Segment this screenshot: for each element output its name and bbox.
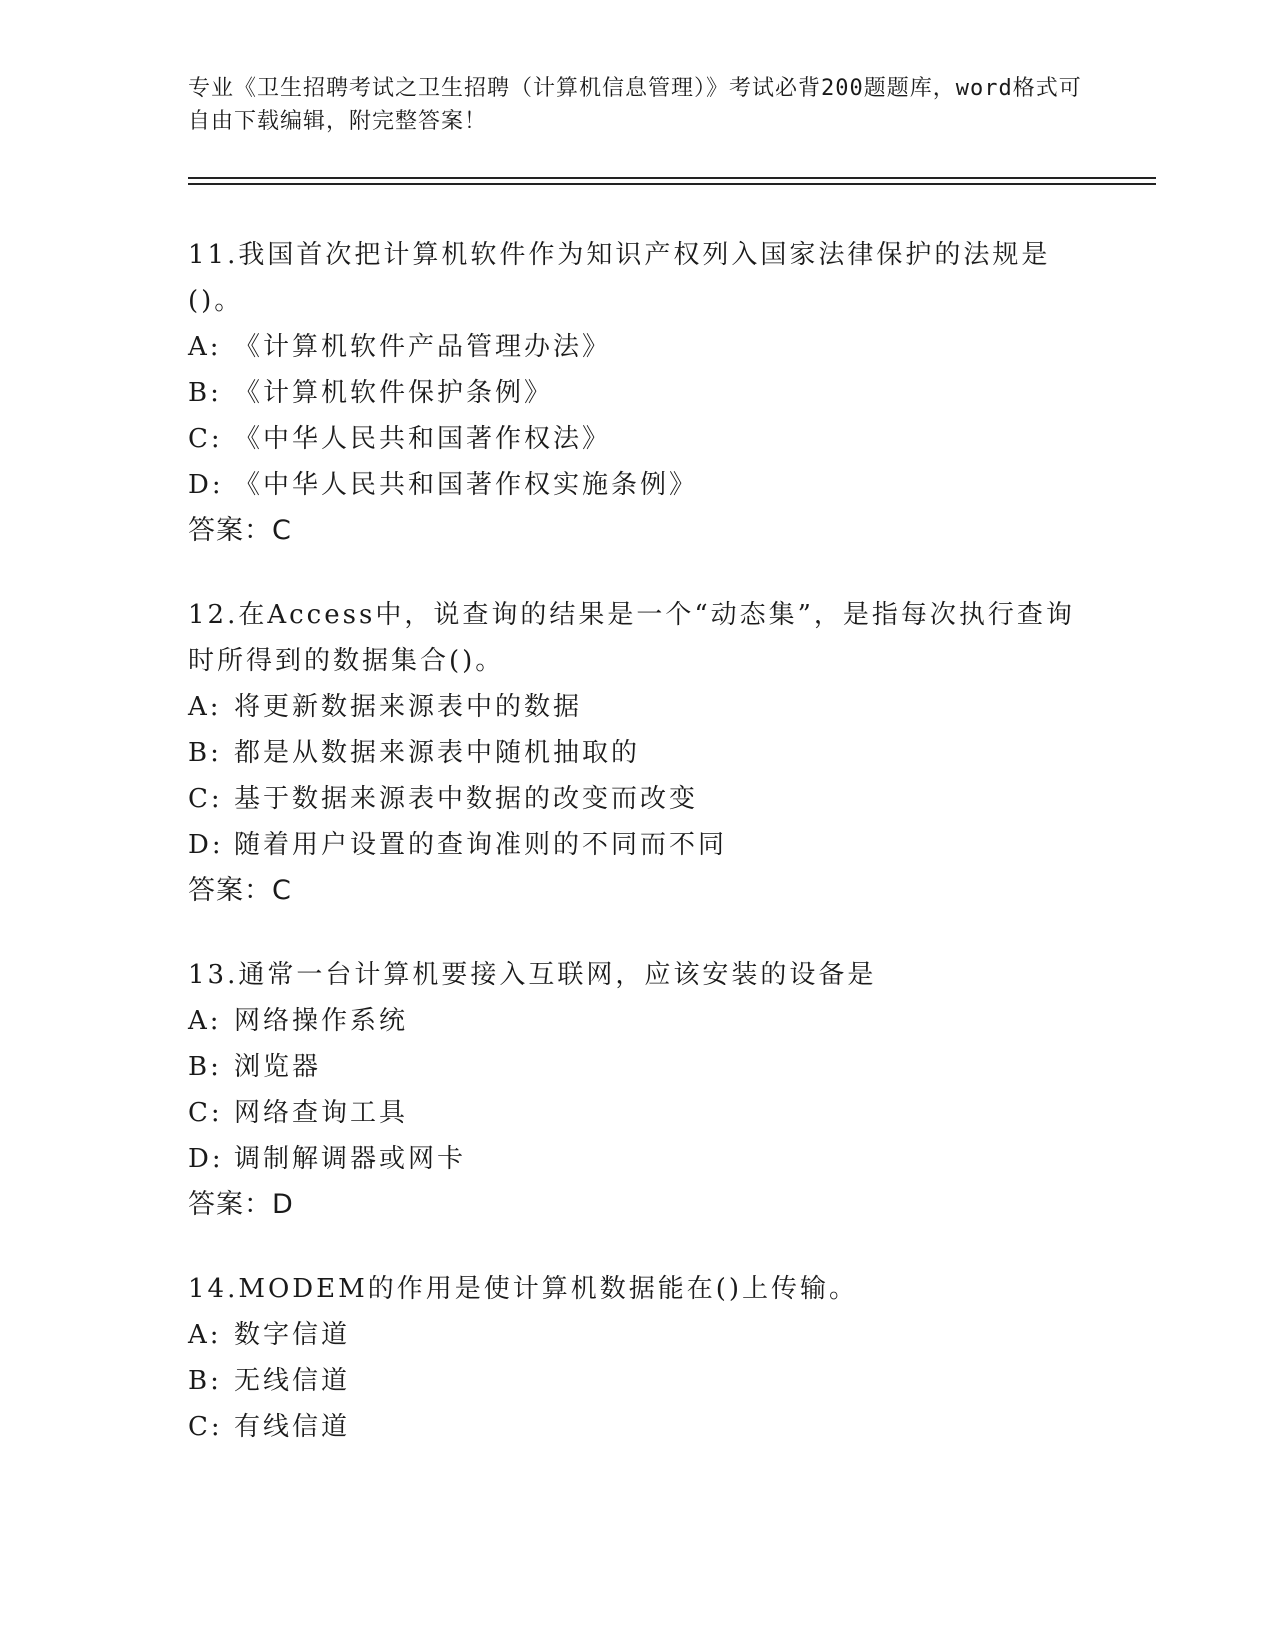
- option-c: [188, 1404, 1088, 1450]
- option-key: C:: [188, 784, 223, 814]
- question-text: 13.通常一台计算机要接入互联网，应该安装的设备是: [188, 960, 877, 990]
- question-list: [188, 232, 1088, 1488]
- option-key: D:: [188, 830, 224, 860]
- option-key: C:: [188, 1098, 223, 1128]
- option-c: [188, 416, 1088, 462]
- option-a: [188, 998, 1088, 1044]
- option-key: A:: [188, 692, 222, 722]
- option-key: A:: [188, 1320, 222, 1350]
- option-text: 都是从数据来源表中随机抽取的: [234, 738, 641, 768]
- option-text: 随着用户设置的查询准则的不同而不同: [234, 830, 728, 860]
- document-header: [188, 72, 1088, 138]
- option-text: 《中华人民共和国著作权法》: [234, 424, 612, 454]
- question-14: [188, 1266, 1088, 1450]
- option-text: 基于数据来源表中数据的改变而改变: [234, 784, 699, 814]
- option-key: B:: [188, 378, 222, 408]
- option-key: A:: [188, 1006, 222, 1036]
- question-12: [188, 592, 1088, 914]
- option-text: 网络操作系统: [234, 1006, 409, 1036]
- option-text: 有线信道: [234, 1412, 351, 1442]
- option-d: [188, 462, 1088, 508]
- option-b: [188, 370, 1088, 416]
- option-key: B:: [188, 1366, 222, 1396]
- question-text: 11.我国首次把计算机软件作为知识产权列入国家法律保护的法规是()。: [188, 240, 1051, 316]
- question-11: [188, 232, 1088, 554]
- option-text: 无线信道: [234, 1366, 351, 1396]
- option-key: B:: [188, 1052, 222, 1082]
- option-text: 《中华人民共和国著作权实施条例》: [234, 470, 699, 500]
- option-key: C:: [188, 424, 223, 454]
- option-key: B:: [188, 738, 222, 768]
- option-key: C:: [188, 1412, 223, 1442]
- option-text: 网络查询工具: [234, 1098, 409, 1128]
- answer-label: 答案：C: [188, 875, 292, 906]
- header-rule-top: [188, 177, 1156, 179]
- option-c: [188, 776, 1088, 822]
- answer-label: 答案：C: [188, 515, 292, 546]
- option-b: [188, 730, 1088, 776]
- option-c: [188, 1090, 1088, 1136]
- question-13: [188, 952, 1088, 1228]
- header-rule-bottom: [188, 183, 1156, 185]
- option-a: [188, 324, 1088, 370]
- option-text: 《计算机软件保护条例》: [234, 378, 554, 408]
- option-b: [188, 1044, 1088, 1090]
- option-key: D:: [188, 470, 224, 500]
- option-text: 将更新数据来源表中的数据: [234, 692, 583, 722]
- option-text: 调制解调器或网卡: [234, 1144, 467, 1174]
- option-text: 数字信道: [234, 1320, 351, 1350]
- option-a: [188, 684, 1088, 730]
- option-text: 浏览器: [234, 1052, 322, 1082]
- option-key: A:: [188, 332, 222, 362]
- option-d: [188, 822, 1088, 868]
- question-text: 12.在Access中，说查询的结果是一个“动态集”，是指每次执行查询时所得到的数据集合()。: [188, 600, 1075, 676]
- option-b: [188, 1358, 1088, 1404]
- answer-label: 答案：D: [188, 1189, 294, 1220]
- option-d: [188, 1136, 1088, 1182]
- header-text: 专业《卫生招聘考试之卫生招聘（计算机信息管理）》考试必背200题题库，word格式可自由下载编辑，附完整答案！: [188, 76, 1082, 134]
- option-text: 《计算机软件产品管理办法》: [234, 332, 612, 362]
- question-text: 14.MODEM的作用是使计算机数据能在()上传输。: [188, 1274, 859, 1304]
- option-a: [188, 1312, 1088, 1358]
- option-key: D:: [188, 1144, 224, 1174]
